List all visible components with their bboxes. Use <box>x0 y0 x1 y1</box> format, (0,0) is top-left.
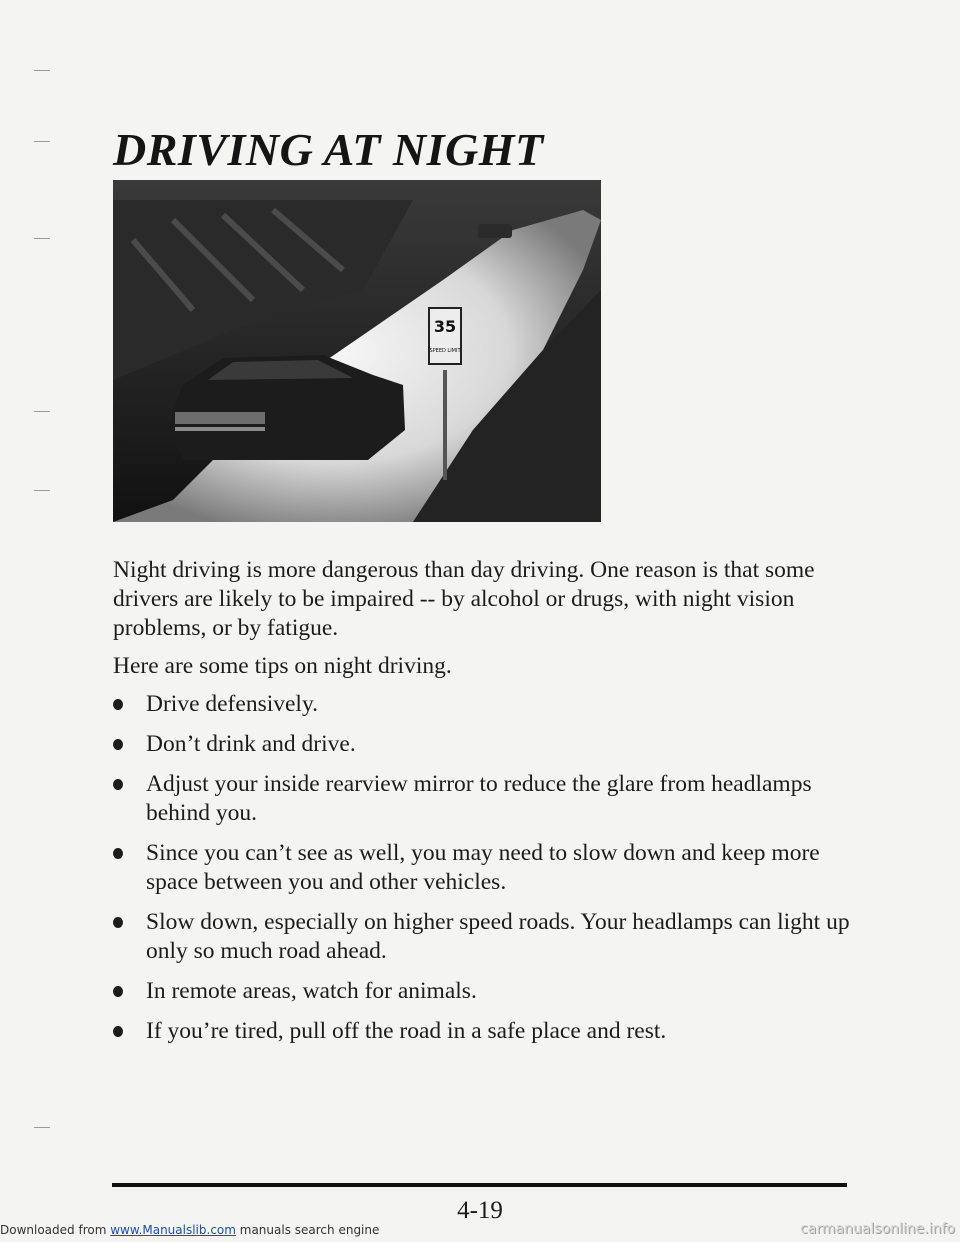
manualslib-link[interactable]: www.Manualslib.com <box>110 1223 236 1237</box>
bullet-icon <box>113 917 123 928</box>
margin-mark <box>34 238 50 239</box>
margin-mark <box>34 490 50 491</box>
bullet-icon <box>113 986 123 997</box>
list-item: If you’re tired, pull off the road in a safe place and rest. <box>113 1017 863 1046</box>
sign-text: SPEED LIMIT <box>429 348 461 354</box>
banner-prefix: Downloaded from <box>0 1223 111 1237</box>
bullet-icon <box>113 848 123 859</box>
list-item: Since you can’t see as well, you may need to slow down and keep more space between you and other vehicles. <box>113 839 863 897</box>
sign-post <box>443 370 447 480</box>
margin-mark <box>34 411 50 412</box>
car-taillight <box>175 412 265 424</box>
list-item: Drive defensively. <box>113 690 863 719</box>
margin-mark <box>34 141 50 142</box>
margin-mark <box>34 70 50 71</box>
watermark: carmanualsonline.info <box>800 1221 955 1237</box>
sign-number: 35 <box>433 317 457 336</box>
page-body <box>113 556 863 1057</box>
page-title: DRIVING AT NIGHT <box>113 124 544 175</box>
list-item: In remote areas, watch for animals. <box>113 977 863 1006</box>
page-number: 4-19 <box>457 1197 503 1224</box>
tips-list <box>113 690 863 1046</box>
footer-rule <box>112 1183 847 1187</box>
tips-lead: Here are some tips on night driving. <box>113 653 452 679</box>
list-item: Slow down, especially on higher speed roads. Your headlamps can light up only so much road ahead. <box>113 908 863 966</box>
bullet-icon <box>113 739 123 750</box>
margin-mark <box>34 1127 50 1128</box>
night-driving-illustration <box>113 180 601 522</box>
banner-suffix: manuals search engine <box>235 1223 380 1237</box>
bullet-icon <box>113 699 123 710</box>
list-item: Don’t drink and drive. <box>113 730 863 759</box>
bullet-icon <box>113 779 123 790</box>
bullet-icon <box>113 1026 123 1037</box>
download-banner <box>0 1223 379 1237</box>
intro-paragraph: Night driving is more dangerous than day driving. One reason is that some drivers are likely to be impaired -- by alcohol or drugs, with night vision problems, or by fatigue. <box>113 557 815 641</box>
list-item: Adjust your inside rearview mirror to reduce the glare from headlamps behind you. <box>113 770 863 828</box>
